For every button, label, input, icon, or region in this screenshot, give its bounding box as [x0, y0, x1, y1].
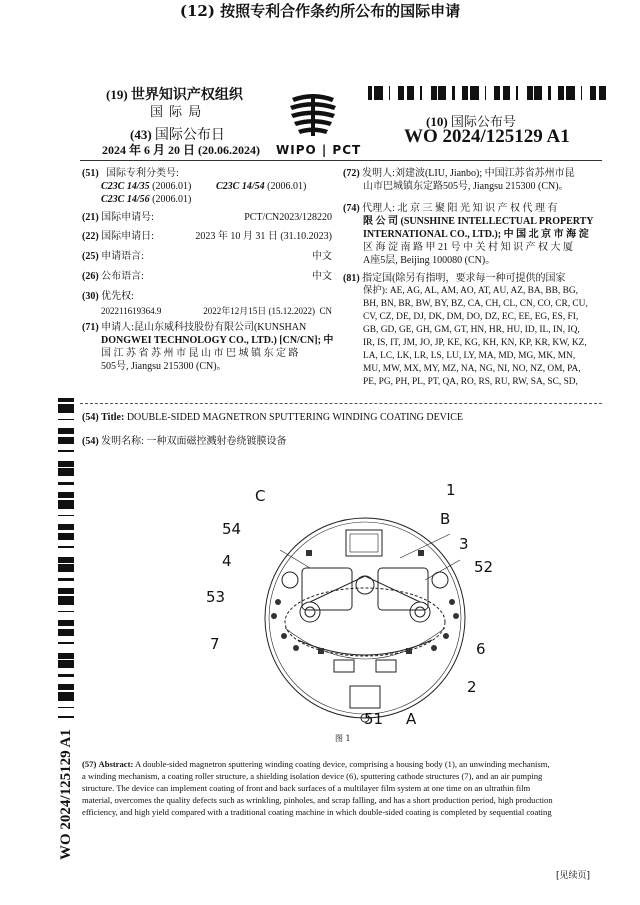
org-sub: 国 际 局	[150, 105, 203, 120]
filing-lang-row: (25) 申请语言: 中文	[82, 251, 332, 262]
inventor-block: (72) 发明人:刘建波(LIU, Jianbo); 中国江苏省苏州市昆 山市巴城镇东定路505号, Jiangsu 215300 (CN)。	[343, 168, 575, 192]
priority-number: 202211619364.9	[101, 306, 162, 316]
title-en: DOUBLE-SIDED MAGNETRON SPUTTERING WINDING COATING DEVICE	[126, 412, 464, 423]
document-title: (12) 按照专利合作条约所公布的国际申请	[179, 2, 461, 20]
title-en-row: (54) Title: DOUBLE-SIDED MAGNETRON SPUTTERING WINDING COATING DEVICE	[82, 412, 464, 423]
classification-line-1: C23C 14/35 (2006.01)	[101, 181, 192, 192]
figure-caption: 图 1	[335, 734, 351, 743]
fig-label-6: 6	[476, 640, 486, 658]
filing-date-value: 2023 年 10 月 31 日 (31.10.2023)	[195, 231, 332, 242]
filing-date-row: (22) 国际申请日: 2023 年 10 月 31 日 (31.10.2023)	[82, 231, 332, 242]
fig-label-7: 7	[210, 635, 220, 653]
priority-country: CN	[319, 306, 332, 316]
org-code: (19)	[106, 87, 128, 102]
filing-lang-value: 中文	[312, 251, 332, 262]
fig-label-4: 4	[222, 552, 232, 570]
fig-label-51: 51	[364, 710, 384, 728]
abstract-block: (57) Abstract: A double-sided magnetron sputtering winding coating device, comprising a housing body (1), an unwinding mechanism, a winding mechanism, a coating roller structure, a shielding isolation device (6), sputtering cathode structures (7), and an air pumping structure. The device can implement coating of front and back surfaces of a multilayer film system at one time on an ultrathin film material, overcomes the quality defects such as wrinkling, pinholes, and scrap falling, and has a short production period, high production efficiency, and high yield compared with a traditional coating machine in which double-sided coating is completed by sequential coating	[82, 759, 553, 817]
barcode-side	[58, 398, 74, 718]
header-divider	[80, 160, 602, 161]
classification-line-2: C23C 14/54 (2006.01)	[216, 181, 307, 192]
fig-label-54: 54	[222, 520, 242, 538]
title-zh: 一种双面磁控溅射卷绕镀膜设备	[146, 436, 287, 447]
designated-states-block: (81) 指定国(除另有指明，要求每一种可提供的国家 保护): AE, AG, AL, AM, AO, AT, AU, AZ, BA, BB, BG, BH, BN, BR, BW, BY, BZ, CA, CH, CL, CN, CO, CR, CU, CV, CZ, DE, DJ, DK, DM, DO, DZ, EC, EE, EG, ES, FI, GB, GD, GE, GH, GM, GT, HN, HR, HU, ID, IL, IN, IQ, IR, IS, IT, JM, JO, JP, KE, KG, KH, KN, KP, KR, KW, KZ, LA, LC, LK, LR, LS, LU, LY, MA, MD, MG, MK, MN, MU, MW, MX, MY, MZ, NA, NG, NI, NO, NZ, OM, PA, PE, PG, PH, PL, PT, QA, RO, RS, RU, RW, SA, SC, SD,	[343, 273, 588, 387]
priority-detail	[101, 305, 332, 318]
pub-no-label: 国际公布号	[450, 114, 516, 129]
app-no-value: PCT/CN2023/128220	[244, 212, 332, 223]
priority-date: 2022年12月15日 (15.12.2022)	[203, 306, 315, 316]
app-no-row: (21) 国际申请号: PCT/CN2023/128220	[82, 212, 332, 223]
pub-no: WO 2024/125129 A1	[404, 126, 570, 147]
fig-label-53: 53	[206, 588, 226, 606]
pub-date-label: 国际公布日	[154, 128, 225, 143]
fig-label-1: 1	[446, 481, 456, 499]
classification-row	[82, 167, 179, 180]
priority-row: (30) 优先权:	[82, 291, 134, 302]
fig-label-2: 2	[467, 678, 477, 696]
fig-label-a: A	[406, 710, 417, 728]
fig-label-c: C	[255, 487, 266, 505]
pub-date: 2024 年 6 月 20 日 (20.06.2024)	[102, 143, 260, 157]
org-name: 世界知识产权组织	[130, 88, 243, 103]
agent-block: (74) 代理人: 北 京 三 聚 阳 光 知 识 产 权 代 理 有 限 公 司 (SUNSHINE INTELLECTUAL PROPERTY INTERNATIONAL CO., LTD.); 中 国 北 京 市 海 淀 区 海 淀 南 路 甲 21 号 中 关 村 知 识 产 权 大 厦 A座5层, Beijing 100080 (CN)。	[343, 203, 594, 266]
pub-no-code: (10)	[426, 114, 448, 129]
section-divider	[80, 403, 602, 404]
pub-lang-row: (26) 公布语言: 中文	[82, 271, 332, 282]
classification-label: 国际专利分类号:	[106, 168, 179, 179]
pub-lang-value: 中文	[312, 271, 332, 282]
classification-code: (51)	[82, 168, 99, 179]
pub-date-code: (43)	[130, 127, 152, 142]
title-zh-row: (54) 发明名称: 一种双面磁控溅射卷绕镀膜设备	[82, 436, 287, 447]
wipo-logo	[282, 92, 344, 142]
continued-note: [见续页]	[556, 871, 591, 881]
fig-label-52: 52	[474, 558, 494, 576]
barcode-top	[368, 86, 610, 100]
fig-label-b: B	[440, 510, 451, 528]
figure-drawing	[250, 510, 480, 725]
classification-line-3: C23C 14/56 (2006.01)	[101, 194, 192, 205]
wipo-pct-text: WIPO | PCT	[276, 143, 362, 157]
fig-label-3: 3	[459, 535, 469, 553]
applicant-block: (71) 申请人:昆山东威科技股份有限公司(KUNSHAN DONGWEI TECHNOLOGY CO., LTD.) [CN/CN]; 中 国 江 苏 省 苏 州 市 昆 山 市 巴 城 镇 东 定 路 505号, Jiangsu 215300 (CN)。	[82, 322, 334, 372]
